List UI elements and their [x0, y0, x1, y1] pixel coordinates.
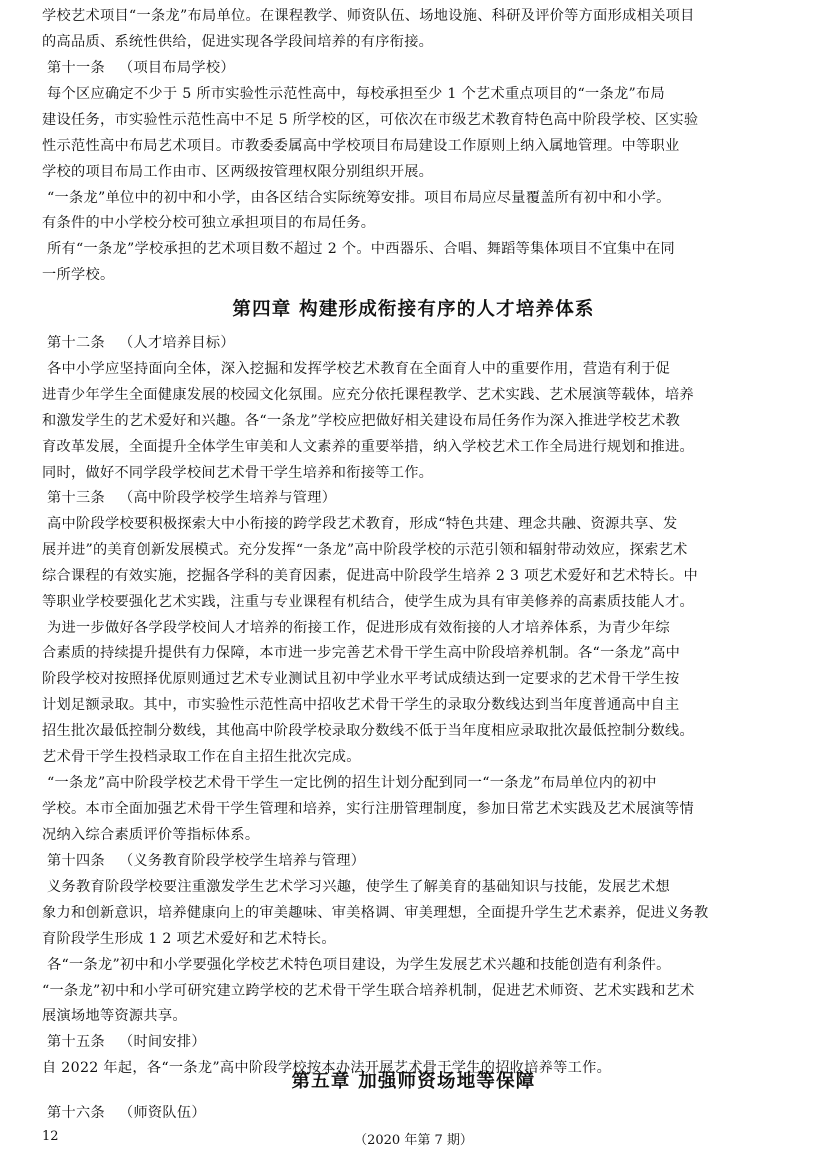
text-line: “一条龙”初中和小学可研究建立跨学校的艺术骨干学生联合培养机制，促进艺术师资、艺术实践和艺术 [42, 982, 695, 999]
text-line: 建设任务，市实验性示范性高中不足 5 所学校的区，可依次在市级艺术教育特色高中阶段学校、区实验 [42, 111, 699, 128]
text-line: 的高品质、系统性供给，促进实现各学段间培养的有序衔接。 [42, 33, 434, 50]
article-number: 第十四条 [47, 853, 105, 869]
article-number: 第十五条 [47, 1034, 105, 1050]
text-line: 一所学校。 [42, 267, 115, 284]
text-line: “一条龙”高中阶段学校艺术骨干学生一定比例的招生计划分配到同一“一条龙”布局单位内的初中 [47, 774, 657, 791]
article-number: 第十三条 [47, 490, 105, 506]
article-number: 第十六条 [47, 1105, 105, 1121]
text-line: 育阶段学生形成 1 2 项艺术爱好和艺术特长。 [42, 930, 336, 947]
article-title: （高中阶段学校学生培养与管理） [118, 490, 337, 506]
text-line: 象力和创新意识，培养健康向上的审美趣味、审美格调、审美理想，全面提升学生艺术素养，促进义务教 [42, 904, 709, 921]
text-line: 学校艺术项目“一条龙”布局单位。在课程教学、师资队伍、场地设施、科研及评价等方面形成相关项目 [42, 8, 695, 24]
text-line: 计划足额录取。其中，市实验性示范性高中招收艺术骨干学生的录取分数线达到当年度普通高中自主 [42, 697, 680, 714]
article-heading [42, 1030, 788, 1056]
article-title: （项目布局学校） [118, 60, 235, 76]
article-13 [42, 486, 788, 849]
text-line: “一条龙”单位中的初中和小学，由各区结合实际统筹安排。项目布局应尽量覆盖所有初中和小学。 [47, 189, 671, 206]
article-number: 第十二条 [47, 335, 105, 351]
text-line: 和激发学生的艺术爱好和兴趣。各“一条龙”学校应把做好相关建设布局任务作为深入推进学校艺术教 [42, 412, 681, 429]
text-line: 招生批次最低控制分数线，其他高中阶段学校录取分数线不低于当年度相应录取批次最低控制分数线。 [42, 723, 694, 740]
text-line: 艺术骨干学生投档录取工作在自主招生批次完成。 [42, 749, 361, 766]
article-11 [42, 56, 788, 289]
text-line: 自 2022 年起，各“一条龙”高中阶段学校按本办法开展艺术骨干学生的招收培养等工作。 [42, 1059, 612, 1076]
article-title: （时间安排） [118, 1034, 206, 1050]
text-line: 育改革发展，全面提升全体学生审美和人文素养的重要举措，纳入学校艺术工作全局进行规划和推进。 [42, 438, 694, 455]
text-line: 所有“一条龙”学校承担的艺术项目数不超过 2 个。中西器乐、合唱、舞蹈等集体项目不宜集中在同 [47, 241, 676, 258]
text-line: 学校。本市全面加强艺术骨干学生管理和培养，实行注册管理制度，参加日常艺术实践及艺术展演等情 [42, 800, 694, 817]
article-12 [42, 331, 788, 486]
article-heading [42, 56, 788, 82]
text-line: 展并进”的美育创新发展模式。充分发挥“一条龙”高中阶段学校的示范引领和辐射带动效应，探索艺术 [42, 541, 688, 558]
text-line: 展演场地等资源共享。 [42, 1008, 187, 1025]
article-heading [42, 331, 788, 357]
article-heading [42, 1101, 788, 1127]
intro-paragraph [42, 4, 788, 56]
text-line: 进青少年学生全面健康发展的校园文化氛围。应充分依托课程教学、艺术实践、艺术展演等载体，培养 [42, 386, 694, 403]
text-line: 同时，做好不同学段学校间艺术骨干学生培养和衔接等工作。 [42, 464, 434, 481]
article-heading [42, 849, 788, 875]
article-14 [42, 849, 788, 1030]
issue-label: （2020 年第 7 期） [354, 1133, 473, 1148]
text-line: 各“一条龙”初中和小学要强化学校艺术特色项目建设，为学生发展艺术兴趣和技能创造有利条件。 [47, 956, 671, 973]
text-line: 阶段学校对按照择优原则通过艺术专业测试且初中学业水平考试成绩达到一定要求的艺术骨干学生按 [42, 671, 680, 688]
text-line: 性示范性高中布局艺术项目。市教委委属高中学校项目布局建设工作原则上纳入属地管理。中等职业 [42, 137, 680, 154]
text-line: 综合课程的有效实施，挖掘各学科的美育因素，促进高中阶段学生培养 2 3 项艺术爱好和艺术特长。中 [42, 567, 699, 584]
text-line: 义务教育阶段学校要注重激发学生艺术学习兴趣，使学生了解美育的基础知识与技能，发展艺术想 [47, 878, 670, 895]
article-title: （人才培养目标） [118, 335, 235, 351]
text-line: 每个区应确定不少于 5 所市实验性示范性高中，每校承担至少 1 个艺术重点项目的“一条龙”布局 [47, 85, 666, 102]
article-16 [42, 1101, 788, 1127]
text-line: 有条件的中小学校分校可独立承担项目的布局任务。 [42, 215, 376, 232]
text-line: 为进一步做好各学段学校间人才培养的衔接工作，促进形成有效衔接的人才培养体系，为青少年综 [47, 619, 670, 636]
text-line: 等职业学校要强化艺术实践，注重与专业课程有机结合，使学生成为具有审美修养的高素质技能人才。 [42, 593, 694, 610]
article-number: 第十一条 [47, 60, 105, 76]
page-number: 12 [42, 1129, 59, 1144]
article-heading [42, 486, 788, 512]
article-title: （义务教育阶段学校学生培养与管理） [118, 853, 366, 869]
article-title: （师资队伍） [118, 1105, 206, 1121]
text-line: 况纳入综合素质评价等指标体系。 [42, 826, 260, 843]
chapter-4-heading: 第四章 构建形成衔接有序的人才培养体系 [232, 299, 595, 320]
text-line: 各中小学应坚持面向全体，深入挖掘和发挥学校艺术教育在全面育人中的重要作用，营造有利于促 [47, 360, 670, 377]
text-line: 合素质的持续提升提供有力保障，本市进一步完善艺术骨干学生高中阶段培养机制。各“一条龙”高中 [42, 645, 681, 662]
text-line: 学校的项目布局工作由市、区两级按管理权限分别组织开展。 [42, 163, 434, 180]
text-line: 高中阶段学校要积极探索大中小衔接的跨学段艺术教育，形成“特色共建、理念共融、资源共享、发 [47, 515, 678, 532]
chapter-5-heading: 第五章 加强师资场地等保障 [291, 1071, 536, 1092]
